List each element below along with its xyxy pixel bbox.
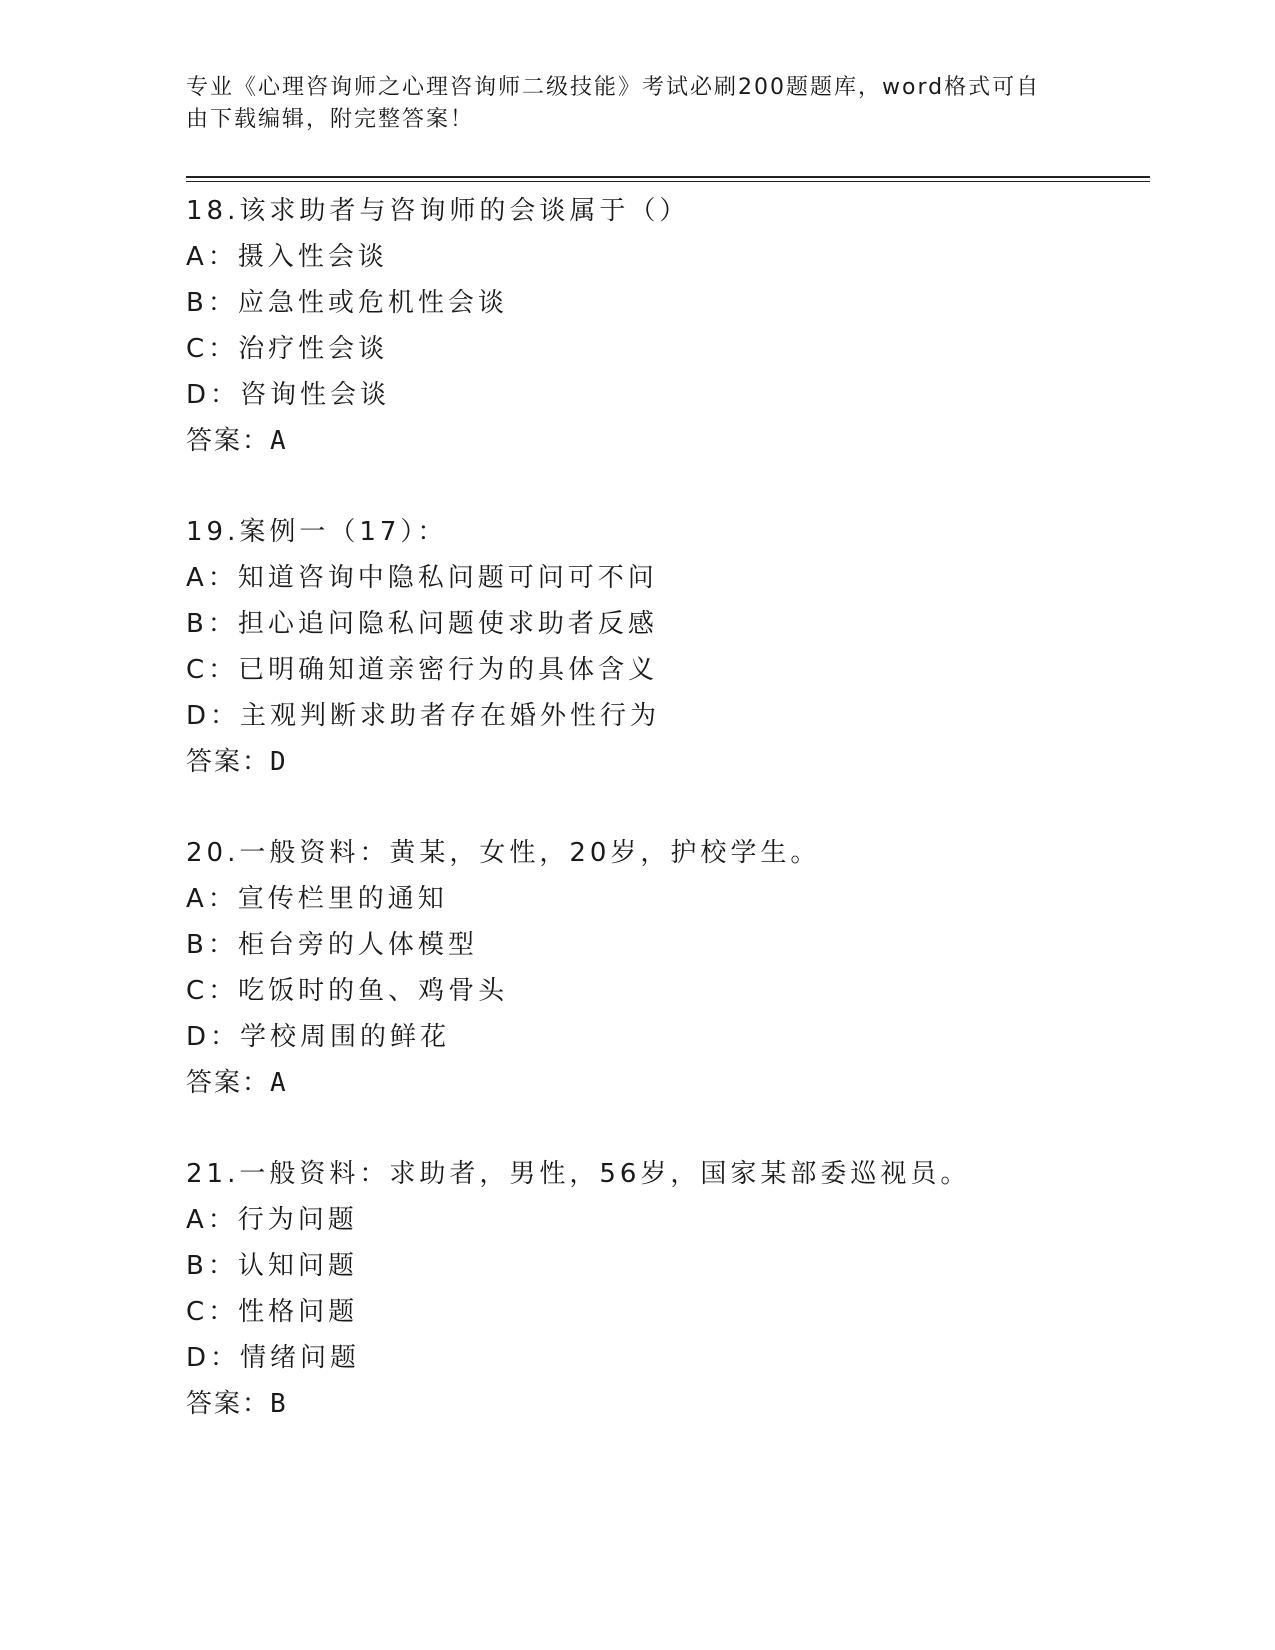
option-d: D：学校周围的鲜花 <box>186 1022 451 1052</box>
question-stem: 20.一般资料：黄某，女性，20岁，护校学生。 <box>186 838 821 868</box>
option-b: B：担心追问隐私问题使求助者反感 <box>186 609 658 639</box>
answer-value: A <box>270 1068 286 1098</box>
answer-value: B <box>270 1389 286 1419</box>
answer-label: 答案： <box>186 1068 271 1098</box>
question-block <box>186 830 1136 1106</box>
option-c: C：已明确知道亲密行为的具体含义 <box>186 655 659 685</box>
header-divider-thick <box>186 176 1150 178</box>
answer-label: 答案： <box>186 747 271 777</box>
answer-label: 答案： <box>186 1389 271 1419</box>
answer-line <box>186 418 1136 464</box>
answer-line <box>186 1381 1136 1427</box>
option-b: B：认知问题 <box>186 1251 358 1281</box>
option-a: A：摄入性会谈 <box>186 242 388 272</box>
answer-line <box>186 1060 1136 1106</box>
question-stem: 19.案例一（17）： <box>186 517 448 547</box>
option-b: B：应急性或危机性会谈 <box>186 288 508 318</box>
question-block <box>186 509 1136 785</box>
header-divider-thin <box>186 181 1150 182</box>
option-a: A：行为问题 <box>186 1205 358 1235</box>
question-stem: 21.一般资料：求助者，男性，56岁，国家某部委巡视员。 <box>186 1159 971 1189</box>
header-line-2: 由下载编辑，附完整答案！ <box>186 107 475 132</box>
document-header <box>186 72 1066 136</box>
option-c: C：吃饭时的鱼、鸡骨头 <box>186 976 509 1006</box>
option-d: D：咨询性会谈 <box>186 380 391 410</box>
option-c: C：治疗性会谈 <box>186 334 389 364</box>
option-a: A：宣传栏里的通知 <box>186 884 448 914</box>
answer-value: A <box>270 426 286 456</box>
option-c: C：性格问题 <box>186 1297 359 1327</box>
option-d: D：主观判断求助者存在婚外性行为 <box>186 701 661 731</box>
answer-label: 答案： <box>186 426 271 456</box>
option-d: D：情绪问题 <box>186 1343 361 1373</box>
question-block <box>186 188 1136 464</box>
question-list <box>186 188 1136 1472</box>
question-block <box>186 1151 1136 1427</box>
question-stem: 18.该求助者与咨询师的会谈属于（） <box>186 196 690 226</box>
answer-value: D <box>270 747 286 777</box>
option-a: A：知道咨询中隐私问题可问可不问 <box>186 563 658 593</box>
option-b: B：柜台旁的人体模型 <box>186 930 478 960</box>
answer-line <box>186 739 1136 785</box>
header-line-1: 专业《心理咨询师之心理咨询师二级技能》考试必刷200题题库，word格式可自 <box>186 75 1041 100</box>
